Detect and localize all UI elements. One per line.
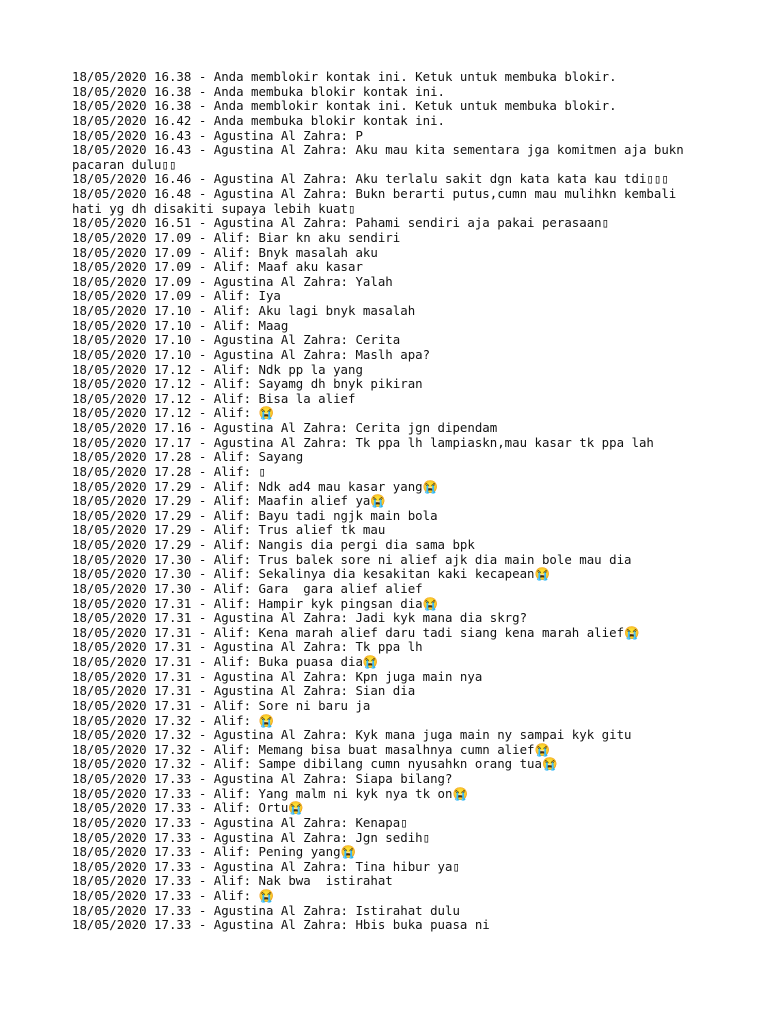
chat-log-line: 18/05/2020 17.33 - Alif: 😭 xyxy=(72,888,274,903)
chat-log-line: 18/05/2020 16.43 - Agustina Al Zahra: P xyxy=(72,127,363,143)
chat-log-line: 18/05/2020 17.33 - Agustina Al Zahra: Siapa bilang? xyxy=(72,771,453,786)
chat-log-line: 18/05/2020 17.12 - Alif: 😭 xyxy=(72,405,274,421)
chat-log-line: 18/05/2020 17.31 - Agustina Al Zahra: Kpn juga main nya xyxy=(72,668,483,684)
chat-log-line: 18/05/2020 17.33 - Agustina Al Zahra: Hbis buka puasa ni xyxy=(72,917,490,933)
chat-log-line: 18/05/2020 16.51 - Agustina Al Zahra: Pahami sendiri aja pakai perasaan▯ xyxy=(72,215,610,231)
chat-log-line: 18/05/2020 17.28 - Alif: ▯ xyxy=(72,463,266,479)
chat-log-line: 18/05/2020 16.46 - Agustina Al Zahra: Aku terlalu sakit dgn kata kata kau tdi▯▯▯ xyxy=(72,171,669,187)
chat-log-line: 18/05/2020 16.42 - Anda membuka blokir kontak ini. xyxy=(72,112,445,128)
chat-log-line: 18/05/2020 17.12 - Alif: Sayamg dh bnyk pikiran xyxy=(72,376,423,392)
chat-log-line: 18/05/2020 17.33 - Agustina Al Zahra: Istirahat dulu xyxy=(72,902,460,918)
chat-log-line: 18/05/2020 17.31 - Alif: Buka puasa dia😭 xyxy=(72,654,379,669)
chat-log-line: 18/05/2020 17.33 - Agustina Al Zahra: Tina hibur ya▯ xyxy=(72,858,460,874)
chat-log-line: 18/05/2020 17.30 - Alif: Sekalinya dia kesakitan kaki kecapean😭 xyxy=(72,566,550,582)
chat-log-line: 18/05/2020 17.12 - Alif: Bisa la alief xyxy=(72,390,356,406)
chat-log-line: 18/05/2020 17.31 - Alif: Sore ni baru ja xyxy=(72,697,371,713)
chat-log-line: 18/05/2020 17.09 - Alif: Bnyk masalah aku xyxy=(72,244,378,260)
chat-log-line: 18/05/2020 17.10 - Alif: Maag xyxy=(72,317,289,333)
chat-log-line: 18/05/2020 17.10 - Alif: Aku lagi bnyk masalah xyxy=(72,303,416,318)
chat-log-line: 18/05/2020 17.10 - Agustina Al Zahra: Cerita xyxy=(72,332,401,348)
chat-log-line: 18/05/2020 16.38 - Anda membuka blokir kontak ini. xyxy=(72,83,445,99)
chat-log-line: 18/05/2020 17.31 - Agustina Al Zahra: Jadi kyk mana dia skrg? xyxy=(72,610,528,626)
chat-log-line: 18/05/2020 17.30 - Alif: Gara gara alief alief xyxy=(72,580,423,596)
chat-log-line: 18/05/2020 17.32 - Alif: Sampe dibilang cumn nyusahkn orang tua😭 xyxy=(72,756,558,772)
chat-log-line: 18/05/2020 17.29 - Alif: Maafin alief ya😭 xyxy=(72,493,386,509)
chat-log-line: 18/05/2020 16.48 - Agustina Al Zahra: Bukn berarti putus,cumn mau mulihkn kembali hati yg dh disakiti supaya lebih kuat▯ xyxy=(72,186,677,216)
chat-log-line: 18/05/2020 17.12 - Alif: Ndk pp la yang xyxy=(72,361,363,377)
chat-log-line: 18/05/2020 17.16 - Agustina Al Zahra: Cerita jgn dipendam xyxy=(72,420,498,435)
chat-log-line: 18/05/2020 17.30 - Alif: Trus balek sore ni alief ajk dia main bole mau dia xyxy=(72,551,632,567)
chat-log-line: 18/05/2020 17.10 - Agustina Al Zahra: Maslh apa? xyxy=(72,346,431,362)
chat-log-line: 18/05/2020 16.38 - Anda memblokir kontak ini. Ketuk untuk membuka blokir. xyxy=(72,69,617,84)
chat-log-line: 18/05/2020 17.28 - Alif: Sayang xyxy=(72,449,304,465)
chat-log-line: 18/05/2020 17.09 - Agustina Al Zahra: Yalah xyxy=(72,273,393,289)
chat-log-line: 18/05/2020 17.31 - Agustina Al Zahra: Tk ppa lh xyxy=(72,639,423,655)
chat-log-line: 18/05/2020 17.29 - Alif: Nangis dia pergi dia sama bpk xyxy=(72,537,475,552)
chat-log-line: 18/05/2020 17.33 - Agustina Al Zahra: Jgn sedih▯ xyxy=(72,829,431,845)
chat-log-line: 18/05/2020 17.31 - Alif: Hampir kyk pingsan dia😭 xyxy=(72,595,439,611)
chat-log-line: 18/05/2020 17.09 - Alif: Biar kn aku sendiri xyxy=(72,229,401,245)
chat-log-line: 18/05/2020 16.43 - Agustina Al Zahra: Aku mau kita sementara jga komitmen aja bukn pacaran dulu▯▯ xyxy=(72,142,684,172)
chat-log-line: 18/05/2020 17.29 - Alif: Bayu tadi ngjk main bola xyxy=(72,507,438,523)
chat-log-line: 18/05/2020 17.17 - Agustina Al Zahra: Tk ppa lh lampiaskn,mau kasar tk ppa lah xyxy=(72,434,654,450)
chat-log-line: 18/05/2020 17.33 - Alif: Ortu😭 xyxy=(72,800,304,816)
chat-log-line: 18/05/2020 17.32 - Alif: 😭 xyxy=(72,712,274,728)
chat-log-line: 18/05/2020 17.09 - Alif: Maaf aku kasar xyxy=(72,259,363,275)
chat-log-line: 18/05/2020 17.33 - Agustina Al Zahra: Kenapa▯ xyxy=(72,814,408,830)
chat-log-line: 18/05/2020 17.09 - Alif: Iya xyxy=(72,288,281,304)
chat-log-line: 18/05/2020 17.32 - Agustina Al Zahra: Kyk mana juga main ny sampai kyk gitu xyxy=(72,727,632,743)
chat-log-line: 18/05/2020 17.32 - Alif: Memang bisa buat masalhnya cumn alief😭 xyxy=(72,741,550,757)
chat-log-line: 18/05/2020 17.33 - Alif: Yang malm ni kyk nya tk on😭 xyxy=(72,785,468,801)
chat-log-line: 18/05/2020 17.33 - Alif: Nak bwa istirahat xyxy=(72,873,393,889)
chat-log-line: 18/05/2020 17.31 - Alif: Kena marah alief daru tadi siang kena marah alief😭 xyxy=(72,624,640,640)
chat-log-line: 18/05/2020 17.33 - Alif: Pening yang😭 xyxy=(72,844,356,860)
chat-log-line: 18/05/2020 17.29 - Alif: Ndk ad4 mau kasar yang😭 xyxy=(72,478,439,494)
chat-log-line: 18/05/2020 16.38 - Anda memblokir kontak ini. Ketuk untuk membuka blokir. xyxy=(72,98,617,114)
chat-log-line: 18/05/2020 17.31 - Agustina Al Zahra: Sian dia xyxy=(72,683,416,699)
chat-log-document xyxy=(72,70,712,933)
chat-log-line: 18/05/2020 17.29 - Alif: Trus alief tk mau xyxy=(72,522,386,538)
